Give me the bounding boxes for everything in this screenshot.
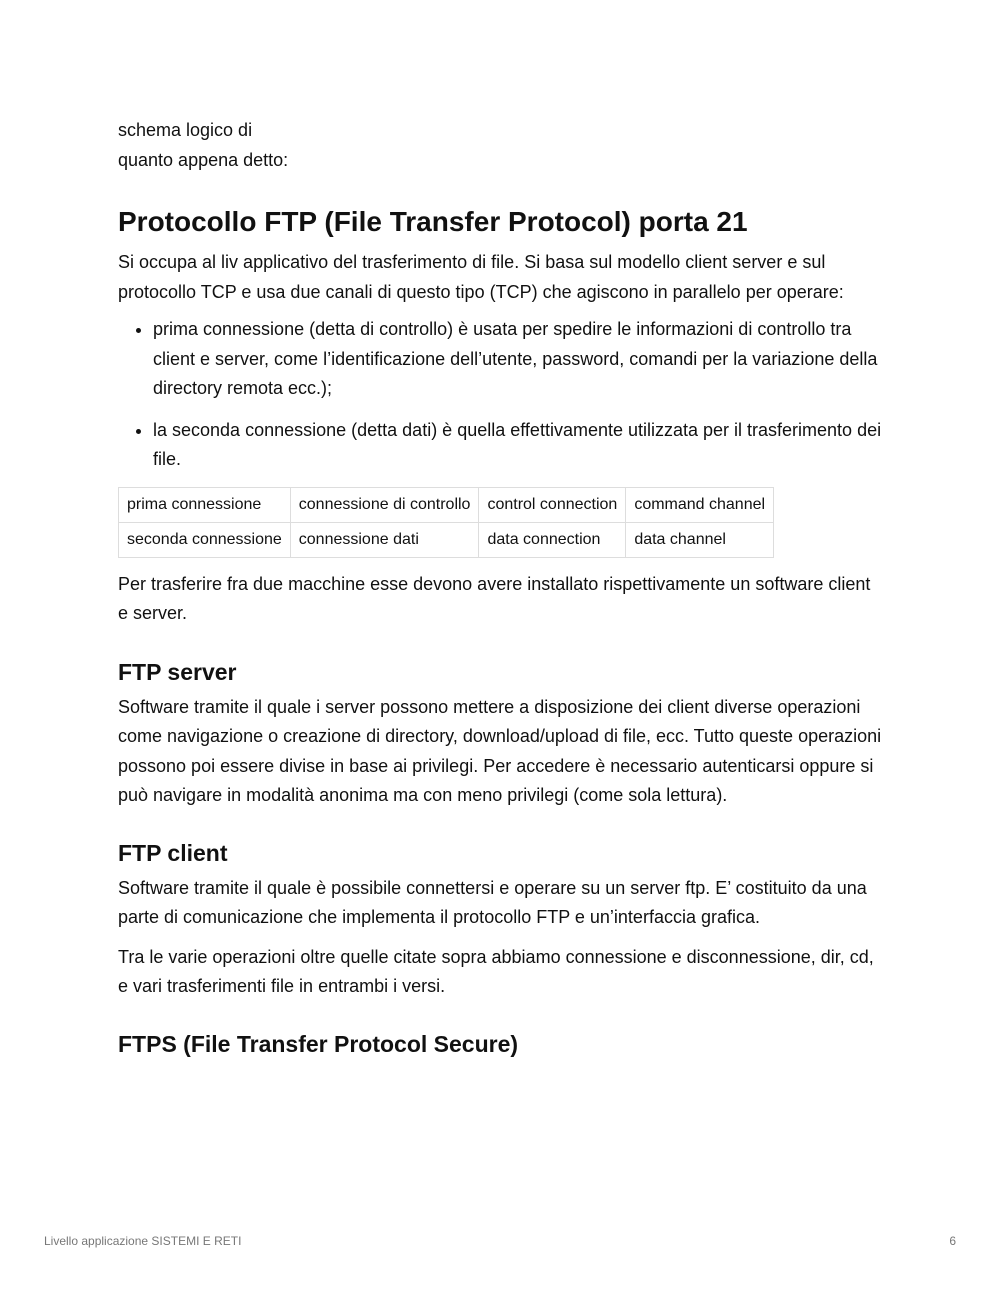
connection-table — [118, 487, 774, 558]
ftp-client-paragraph: Software tramite il quale è possibile connettersi e operare su un server ftp. E’ costituito da una parte di comunicazione che implementa il protocollo FTP e un’interfaccia grafica. — [118, 877, 867, 927]
table-cell: data connection — [479, 522, 626, 557]
ftp-server-paragraph: Software tramite il quale i server possono mettere a disposizione dei client diverse operazioni come navigazione o creazione di directory, download/upload di file, ecc. Tutto queste operazioni possono poi essere divise in base ai privilegi. Per accedere è necessario autenticarsi oppure si può navigare in modalità anonima ma con meno privilegi (come sola lettura). — [118, 696, 882, 805]
ftp-client-operations-paragraph: Tra le varie operazioni oltre quelle citate sopra abbiamo connessione e disconnessione, dir, cd, e vari trasferimenti file in entrambi i versi. — [118, 946, 874, 996]
intro-line-1: schema logico di — [118, 120, 253, 140]
page-number: 6 — [949, 1234, 956, 1248]
document-page — [118, 116, 882, 1065]
table-cell: prima connessione — [119, 487, 291, 522]
connection-list — [118, 315, 882, 475]
table-cell: command channel — [626, 487, 774, 522]
intro-paragraph — [118, 116, 882, 175]
table-row — [119, 487, 774, 522]
intro-line-2: quanto appena detto: — [118, 149, 289, 170]
table-cell: data channel — [626, 522, 774, 557]
table-row — [119, 522, 774, 557]
table-cell: connessione di controllo — [290, 487, 479, 522]
install-paragraph: Per trasferire fra due macchine esse devono avere installato rispettivamente un software client e server. — [118, 573, 871, 623]
ftp-heading: Protocollo FTP (File Transfer Protocol) porta 21 — [118, 206, 748, 237]
ftp-client-heading: FTP client — [118, 839, 228, 866]
table-cell: seconda connessione — [119, 522, 291, 557]
ftp-server-heading: FTP server — [118, 658, 237, 685]
footer-title: Livello applicazione SISTEMI E RETI — [44, 1234, 242, 1248]
table-cell: connessione dati — [290, 522, 479, 557]
ftps-heading: FTPS (File Transfer Protocol Secure) — [118, 1030, 519, 1057]
ftp-description: Si occupa al liv applicativo del trasferimento di file. Si basa sul modello client server e sul protocollo TCP e usa due canali di questo tipo (TCP) che agiscono in parallelo per operare: — [118, 252, 844, 302]
list-item: • la seconda connessione (detta dati) è quella effettivamente utilizzata per il trasferimento dei file. — [153, 416, 882, 475]
list-item: • prima connessione (detta di controllo) è usata per spedire le informazioni di controllo tra client e server, come l’identificazione dell’utente, password, comandi per la variazione della directory remota ecc.); — [153, 315, 882, 404]
table-cell: control connection — [479, 487, 626, 522]
